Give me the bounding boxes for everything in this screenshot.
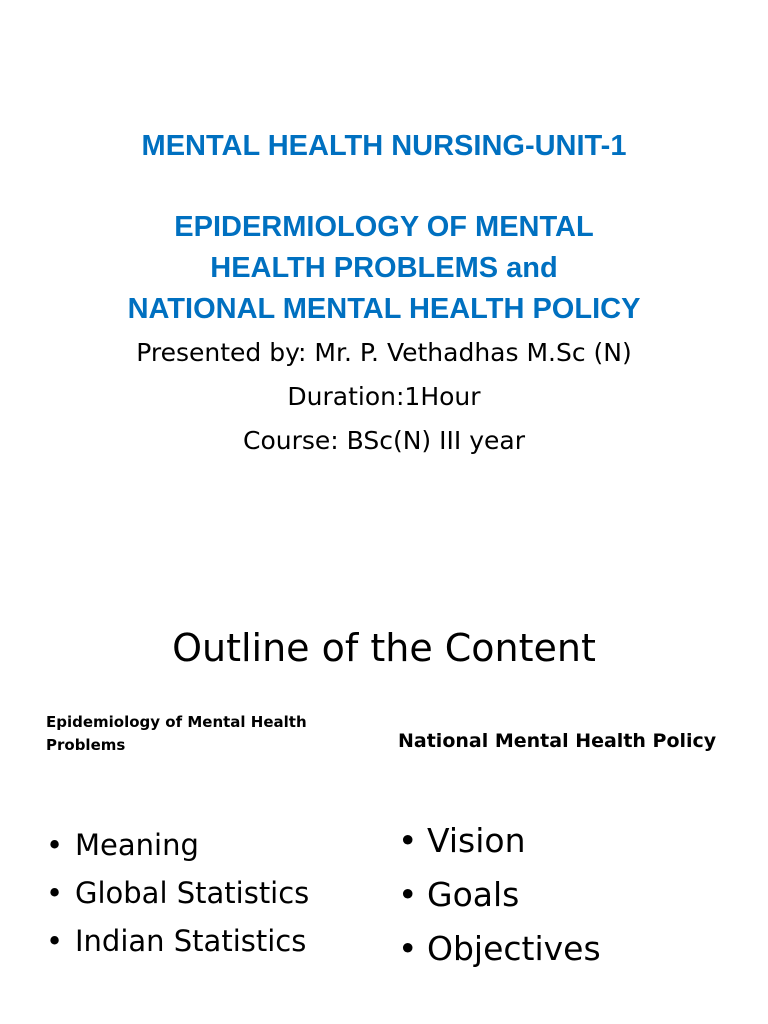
list-item-label: Meaning [75, 828, 199, 862]
list-item-label: Objectives [427, 929, 601, 968]
right-column-heading: National Mental Health Policy [398, 730, 717, 752]
topic-title-line-3: NATIONAL MENTAL HEALTH POLICY [127, 293, 641, 325]
list-item-label: Indian Statistics [75, 924, 307, 958]
list-item [46, 919, 309, 967]
bullet-icon: • [398, 821, 418, 860]
topic-title-line-2: HEALTH PROBLEMS and [210, 252, 558, 284]
list-item [398, 870, 601, 924]
topic-title-line-1: EPIDERMIOLOGY OF MENTAL [174, 211, 594, 243]
bullet-icon: • [46, 828, 64, 862]
bullet-icon: • [398, 875, 418, 914]
list-item [398, 816, 601, 870]
duration-text: Duration:1Hour [287, 382, 481, 411]
outline-title: Outline of the Content [172, 626, 596, 670]
list-item-label: Vision [427, 821, 526, 860]
unit-title: MENTAL HEALTH NURSING-UNIT-1 [141, 130, 627, 162]
list-item-label: Global Statistics [75, 876, 310, 910]
bullet-icon: • [398, 929, 418, 968]
right-bullet-list [398, 816, 601, 978]
presenter-text: Presented by: Mr. P. Vethadhas M.Sc (N) [136, 338, 632, 367]
course-text: Course: BSc(N) III year [243, 426, 525, 455]
left-column-heading: Epidemiology of Mental Health Problems [46, 713, 307, 754]
list-item [46, 823, 309, 871]
left-bullet-list [46, 823, 309, 967]
bullet-icon: • [46, 876, 64, 910]
list-item-label: Goals [427, 875, 520, 914]
bullet-icon: • [46, 924, 64, 958]
list-item [398, 924, 601, 978]
list-item [46, 871, 309, 919]
